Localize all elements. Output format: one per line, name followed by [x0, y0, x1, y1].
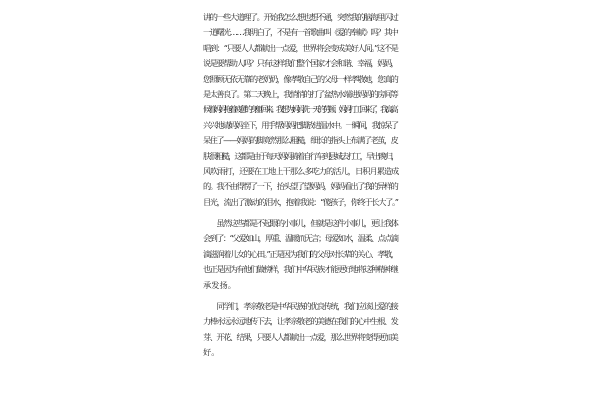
text-line: 是太善良了。第二天晚上，我悄悄的打了盆热水端进妈妈的房间等 [203, 88, 398, 99]
text-line: 讲的一些大道理了。开始我怎么想也想不通，突然我的脑海里闪过 [203, 12, 398, 22]
paragraph-2 [203, 216, 399, 293]
text-line: 好。 [203, 347, 220, 358]
text-line: 芽、开花、结果，只要人人都献出一点爱，那么世界将变得更加美 [203, 331, 398, 342]
text-line: 唱到：“只要人人都献出一点爱，世界将会变成美好人间。”这不是 [203, 42, 398, 53]
text-line: 您照顾无依无靠的老奶奶，像孝敬自己的父母一样孝敬她，您真的 [203, 73, 398, 84]
text-line: 一道曙光……我明白了，不是有一首歌曲叫《爱的奉献》吗？其中 [203, 27, 398, 38]
text-column [203, 10, 399, 361]
text-line: 候着妈妈拖着疲惫的身躯回来。我想为妈妈洗一天的劳顿。妈妈打工回来了，我高高 [203, 104, 396, 115]
text-line: 的。我不由得愣了一下，抬头望了望妈妈，妈妈看出了我的异样的 [203, 181, 398, 192]
paragraph-3 [203, 299, 399, 361]
text-line: 滴滋润着儿女的心田。”正是因为我们的父母对长辈的关心、孝敬， [203, 248, 398, 259]
text-line: 风吹雨打，还要在工地上干那么多吃力的活儿，日积月累造成 [203, 165, 399, 176]
text-line: 也正是因为有他们做榜样，我们中华民族才能更好地将这种精神继 [203, 264, 398, 275]
text-line: 力棒永远永远地传下去，让孝亲敬老的美德在我们的心中生根、发 [203, 316, 398, 327]
text-line: 目光，流出了激动的泪水，抱着我说：“傻孩子，你终于长大了。” [203, 196, 398, 207]
text-line: 呆住了——妈妈的脚竟然那么粗糙，细长的指头上布满了老茧，皮 [203, 135, 398, 146]
text-line: 承发扬。 [203, 279, 236, 290]
text-line: 虽然这些都是不起眼的小事儿，但就是这件小事儿，更让我体 [203, 218, 398, 229]
paragraph-1 [203, 10, 399, 210]
text-line: 说是要帮助人吗？只有这样我们整个国家才会和谐、幸福，妈妈， [203, 58, 398, 69]
text-line: 兴兴地请妈妈坐下，用手帮妈妈把脚放进温水中。一瞬间，我惊呆了 [203, 119, 398, 130]
text-line: 同学们，孝亲敬老是中华民族的优良传统，我们应该让爱的接 [203, 301, 398, 312]
text-line: 肤很粗糙，这都是由于每天妈妈骑着自行车到县城去打工，早出晚归， [203, 150, 398, 161]
text-line: 会到了：“父爱如山，厚重、温暖而无言；母爱如水，温柔、点点滴 [203, 233, 398, 244]
